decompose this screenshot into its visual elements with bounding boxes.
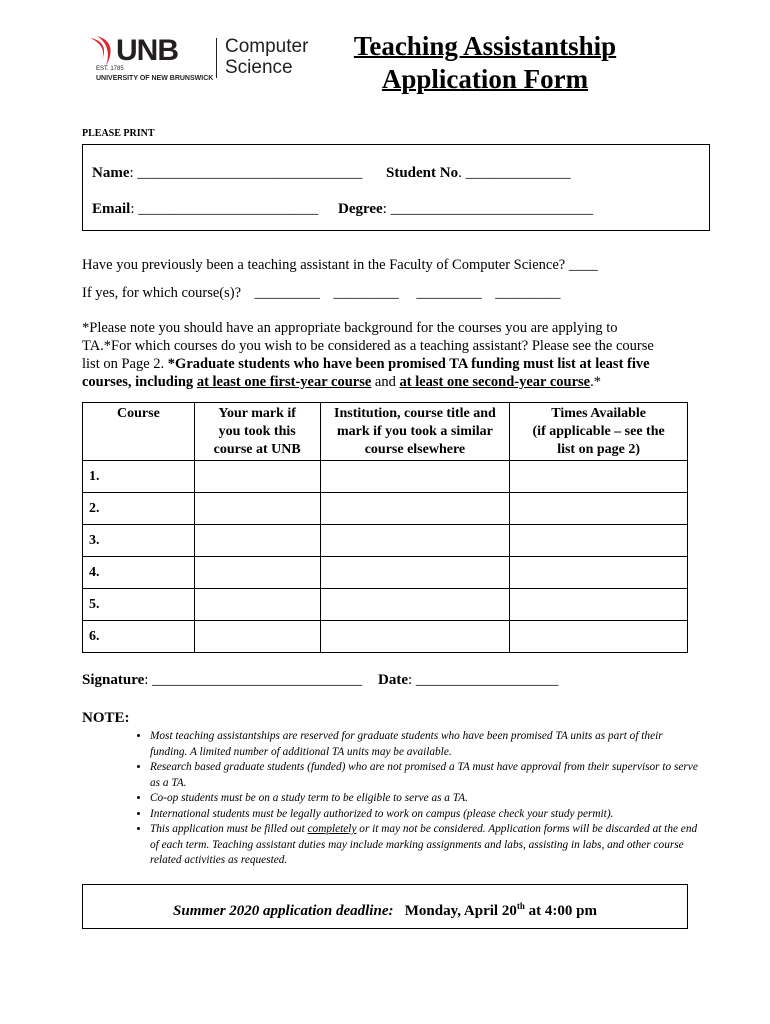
table-row: 2.	[83, 493, 688, 525]
table-cell[interactable]	[194, 621, 320, 653]
table-cell[interactable]	[510, 525, 688, 557]
date-field[interactable]: Date: ___________________	[378, 672, 559, 688]
date-blank[interactable]: ___________________	[415, 672, 559, 688]
course-blank-1[interactable]: _________	[254, 285, 320, 301]
table-cell[interactable]	[194, 557, 320, 589]
table-row: 1.	[83, 461, 688, 493]
table-cell[interactable]	[510, 461, 688, 493]
table-header-row	[83, 403, 688, 461]
page-title: Teaching Assistantship Application Form	[353, 31, 617, 94]
which-courses-question: If yes, for which course(s)? _________ _________ _________ _________	[82, 285, 561, 301]
deadline-label: Summer 2020 application deadline:	[173, 903, 394, 919]
table-cell[interactable]	[194, 493, 320, 525]
table-cell[interactable]	[320, 621, 510, 653]
note-heading: NOTE:	[82, 710, 130, 726]
logo-divider	[216, 38, 217, 78]
table-cell[interactable]	[194, 461, 320, 493]
table-cell[interactable]	[320, 493, 510, 525]
name-field[interactable]: Name: ______________________________	[92, 165, 363, 181]
student-no-blank[interactable]: ______________	[465, 165, 571, 181]
header-unb-mark: Your mark if you took this course at UNB	[194, 403, 320, 461]
deadline-box	[82, 884, 688, 929]
table-cell[interactable]	[510, 589, 688, 621]
header-times-available: Times Available (if applicable – see the list on page 2)	[510, 403, 688, 461]
email-blank[interactable]: ________________________	[138, 201, 319, 217]
please-print: PLEASE PRINT	[82, 128, 155, 139]
courses-table	[82, 402, 688, 653]
list-item: • Most teaching assistantships are reserved for graduate students who have been promised TA units as part of their funding. A limited number of additional TA units may be available.	[150, 729, 700, 760]
signature-blank[interactable]: ____________________________	[152, 672, 363, 688]
degree-blank[interactable]: ___________________________	[390, 201, 594, 217]
header-course: Course	[83, 403, 195, 461]
table-row: 5.	[83, 589, 688, 621]
table-cell[interactable]	[320, 461, 510, 493]
table-row: 3.	[83, 525, 688, 557]
course-blank-2[interactable]: _________	[333, 285, 399, 301]
signature-field[interactable]: Signature: ____________________________	[82, 672, 363, 688]
list-item: • Research based graduate students (funded) who are not promised a TA must have approval from their supervisor to serve as a TA.	[150, 760, 700, 791]
course-blank-3[interactable]: _________	[416, 285, 482, 301]
table-cell[interactable]	[320, 525, 510, 557]
table-cell[interactable]	[320, 557, 510, 589]
instructions: *Please note you should have an appropriate background for the courses you are applying to TA.*For which courses do you wish to be considered as a teaching assistant? Please see the course list on Page 2. *Graduate students who have been promised TA funding must list at least five courses, including at least one first-year course and at least one second-year course.*	[82, 320, 654, 390]
table-cell[interactable]	[510, 557, 688, 589]
degree-field[interactable]: Degree: ___________________________	[338, 201, 594, 217]
table-cell[interactable]	[194, 589, 320, 621]
table-row: 4.	[83, 557, 688, 589]
previous-ta-question: Have you previously been a teaching assistant in the Faculty of Computer Science? ____	[82, 257, 598, 273]
student-no-field[interactable]: Student No. ______________	[386, 165, 571, 181]
logo-unb: UNB	[116, 34, 178, 67]
previous-ta-blank[interactable]: ____	[568, 257, 598, 273]
course-blank-4[interactable]: _________	[495, 285, 561, 301]
note-list	[120, 729, 700, 869]
header-other-institution: Institution, course title and mark if you took a similar course elsewhere	[320, 403, 510, 461]
list-item: • International students must be legally authorized to work on campus (please check your study permit).	[150, 807, 700, 823]
deadline-date: Monday, April 20th at 4:00 pm	[404, 901, 597, 919]
email-field[interactable]: Email: ________________________	[92, 201, 319, 217]
table-cell[interactable]	[194, 525, 320, 557]
list-item: • Co-op students must be on a study term to be eligible to serve as a TA.	[150, 791, 700, 807]
unb-logo	[88, 34, 328, 90]
list-item: • This application must be filled out completely or it may not be considered. Application forms will be discarded at the end of each term. Teaching assistant duties may include marking assignments and labs, assisting in labs, and other course related activities as requested.	[150, 822, 700, 869]
table-cell[interactable]	[320, 589, 510, 621]
logo-university: UNIVERSITY OF NEW BRUNSWICK	[96, 75, 214, 82]
logo-department: Computer Science	[225, 36, 309, 78]
name-blank[interactable]: ______________________________	[137, 165, 363, 181]
logo-established: EST. 1785	[96, 66, 124, 72]
table-row: 6.	[83, 621, 688, 653]
table-cell[interactable]	[510, 493, 688, 525]
table-cell[interactable]	[510, 621, 688, 653]
